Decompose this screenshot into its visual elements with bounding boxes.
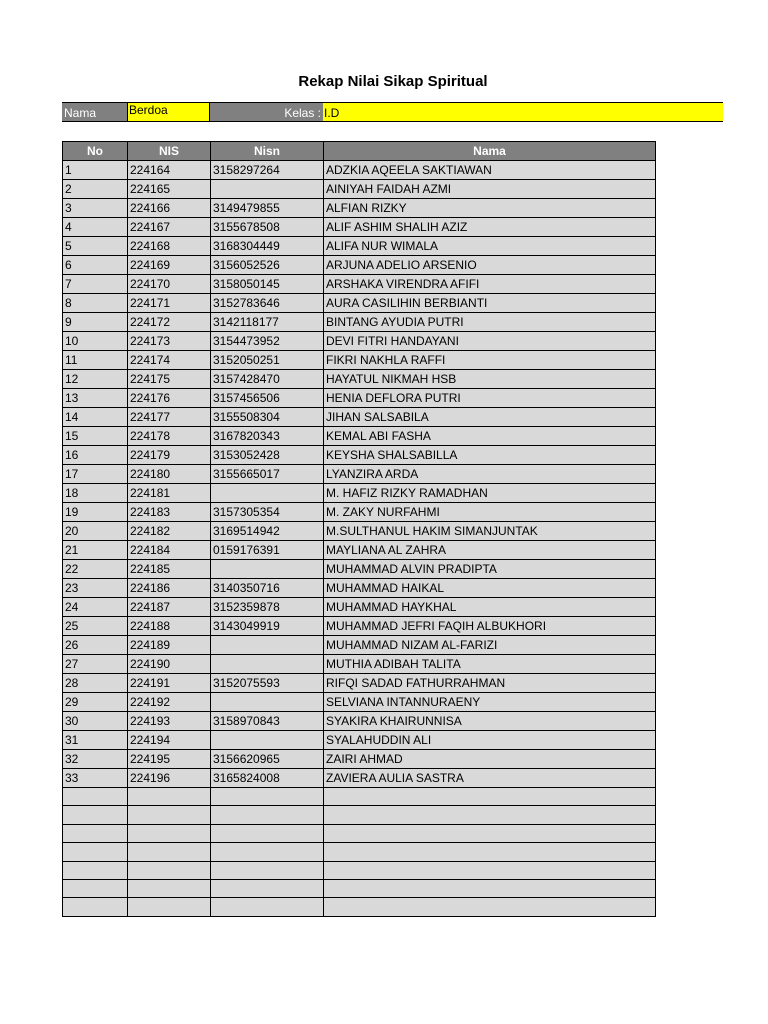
cell-nis[interactable]: 224196 bbox=[128, 769, 211, 788]
cell-no[interactable] bbox=[63, 806, 128, 824]
cell-nama[interactable] bbox=[324, 879, 656, 897]
cell-nisn[interactable]: 3152050251 bbox=[211, 351, 324, 370]
cell-nis[interactable]: 224176 bbox=[128, 389, 211, 408]
table-row bbox=[63, 484, 656, 503]
cell-nis[interactable] bbox=[128, 843, 211, 861]
cell-nisn[interactable] bbox=[211, 636, 324, 655]
cell-nama[interactable]: FIKRI NAKHLA RAFFI bbox=[324, 351, 656, 370]
cell-nis[interactable]: 224183 bbox=[128, 503, 211, 522]
cell-nis[interactable]: 224185 bbox=[128, 560, 211, 579]
cell-no[interactable]: 9 bbox=[63, 313, 128, 332]
cell-nama[interactable]: RIFQI SADAD FATHURRAHMAN bbox=[324, 674, 656, 693]
cell-nama[interactable]: ARSHAKA VIRENDRA AFIFI bbox=[324, 275, 656, 294]
cell-nis[interactable]: 224174 bbox=[128, 351, 211, 370]
cell-nisn[interactable] bbox=[211, 693, 324, 712]
cell-nama[interactable]: KEMAL ABI FASHA bbox=[324, 427, 656, 446]
table-row bbox=[63, 788, 656, 806]
cell-nis[interactable]: 224179 bbox=[128, 446, 211, 465]
cell-nis[interactable]: 224170 bbox=[128, 275, 211, 294]
cell-nama[interactable] bbox=[324, 898, 656, 916]
cell-nis[interactable]: 224181 bbox=[128, 484, 211, 503]
cell-nisn[interactable]: 3152783646 bbox=[211, 294, 324, 313]
cell-no[interactable]: 11 bbox=[63, 351, 128, 370]
cell-nis[interactable]: 224193 bbox=[128, 712, 211, 731]
cell-nisn[interactable] bbox=[211, 861, 324, 879]
table-row bbox=[63, 617, 656, 636]
cell-no[interactable]: 1 bbox=[63, 161, 128, 180]
header-nisn: Nisn bbox=[211, 142, 324, 161]
cell-nama[interactable]: MUHAMMAD NIZAM AL-FARIZI bbox=[324, 636, 656, 655]
cell-no[interactable]: 33 bbox=[63, 769, 128, 788]
cell-no[interactable]: 27 bbox=[63, 655, 128, 674]
cell-nama[interactable]: M. ZAKY NURFAHMI bbox=[324, 503, 656, 522]
cell-nama[interactable] bbox=[324, 806, 656, 824]
cell-nisn[interactable]: 3153052428 bbox=[211, 446, 324, 465]
header-no: No bbox=[63, 142, 128, 161]
cell-nisn[interactable]: 3156052526 bbox=[211, 256, 324, 275]
page-title: Rekap Nilai Sikap Spiritual bbox=[298, 73, 488, 90]
table-row bbox=[63, 712, 656, 731]
table-row bbox=[63, 446, 656, 465]
cell-nama[interactable]: KEYSHA SHALSABILLA bbox=[324, 446, 656, 465]
cell-nisn[interactable] bbox=[211, 898, 324, 916]
cell-no[interactable] bbox=[63, 879, 128, 897]
table-row bbox=[63, 408, 656, 427]
cell-nisn[interactable]: 3155678508 bbox=[211, 218, 324, 237]
cell-nis[interactable]: 224166 bbox=[128, 199, 211, 218]
cell-nisn[interactable] bbox=[211, 879, 324, 897]
cell-nama[interactable]: MUTHIA ADIBAH TALITA bbox=[324, 655, 656, 674]
table-row bbox=[63, 693, 656, 712]
cell-nama[interactable]: AURA CASILIHIN BERBIANTI bbox=[324, 294, 656, 313]
table-row bbox=[63, 898, 656, 916]
table-row bbox=[63, 655, 656, 674]
cell-no[interactable]: 13 bbox=[63, 389, 128, 408]
cell-nis[interactable]: 224184 bbox=[128, 541, 211, 560]
cell-no[interactable]: 3 bbox=[63, 199, 128, 218]
cell-nisn[interactable]: 3142118177 bbox=[211, 313, 324, 332]
cell-nisn[interactable] bbox=[211, 824, 324, 842]
table-row bbox=[63, 806, 656, 824]
cell-no[interactable]: 31 bbox=[63, 731, 128, 750]
cell-nis[interactable]: 224186 bbox=[128, 579, 211, 598]
cell-no[interactable]: 6 bbox=[63, 256, 128, 275]
table-row bbox=[63, 256, 656, 275]
cell-nisn[interactable] bbox=[211, 180, 324, 199]
cell-nisn[interactable]: 3158050145 bbox=[211, 275, 324, 294]
table-row bbox=[63, 351, 656, 370]
cell-nisn[interactable] bbox=[211, 484, 324, 503]
cell-nis[interactable]: 224190 bbox=[128, 655, 211, 674]
cell-nis[interactable] bbox=[128, 788, 211, 806]
cell-nis[interactable]: 224188 bbox=[128, 617, 211, 636]
cell-nisn[interactable] bbox=[211, 655, 324, 674]
cell-nama[interactable]: HAYATUL NIKMAH HSB bbox=[324, 370, 656, 389]
cell-nis[interactable]: 224167 bbox=[128, 218, 211, 237]
cell-no[interactable]: 28 bbox=[63, 674, 128, 693]
cell-nisn[interactable]: 3143049919 bbox=[211, 617, 324, 636]
cell-nama[interactable]: LYANZIRA ARDA bbox=[324, 465, 656, 484]
cell-nama[interactable]: MUHAMMAD JEFRI FAQIH ALBUKHORI bbox=[324, 617, 656, 636]
cell-no[interactable] bbox=[63, 861, 128, 879]
cell-nama[interactable]: ALFIAN RIZKY bbox=[324, 199, 656, 218]
cell-nama[interactable]: DEVI FITRI HANDAYANI bbox=[324, 332, 656, 351]
table-row bbox=[63, 731, 656, 750]
cell-nama[interactable]: ADZKIA AQEELA SAKTIAWAN bbox=[324, 161, 656, 180]
cell-nis[interactable]: 224195 bbox=[128, 750, 211, 769]
cell-nisn[interactable] bbox=[211, 731, 324, 750]
table-row bbox=[63, 313, 656, 332]
cell-nis[interactable] bbox=[128, 898, 211, 916]
cell-nis[interactable]: 224169 bbox=[128, 256, 211, 275]
table-row bbox=[63, 332, 656, 351]
cell-nis[interactable] bbox=[128, 861, 211, 879]
cell-no[interactable]: 23 bbox=[63, 579, 128, 598]
table-row bbox=[63, 294, 656, 313]
cell-nis[interactable]: 224180 bbox=[128, 465, 211, 484]
cell-no[interactable]: 25 bbox=[63, 617, 128, 636]
table-body bbox=[63, 161, 656, 917]
cell-no[interactable]: 18 bbox=[63, 484, 128, 503]
cell-no[interactable]: 5 bbox=[63, 237, 128, 256]
cell-no[interactable]: 8 bbox=[63, 294, 128, 313]
cell-nis[interactable]: 224189 bbox=[128, 636, 211, 655]
cell-nis[interactable]: 224173 bbox=[128, 332, 211, 351]
cell-nisn[interactable] bbox=[211, 806, 324, 824]
cell-nama[interactable]: MUHAMMAD HAYKHAL bbox=[324, 598, 656, 617]
table-row bbox=[63, 522, 656, 541]
cell-no[interactable]: 30 bbox=[63, 712, 128, 731]
cell-nama[interactable]: MUHAMMAD HAIKAL bbox=[324, 579, 656, 598]
cell-nisn[interactable]: 3155665017 bbox=[211, 465, 324, 484]
cell-nisn[interactable]: 3169514942 bbox=[211, 522, 324, 541]
table-row bbox=[63, 180, 656, 199]
cell-nama[interactable] bbox=[324, 861, 656, 879]
cell-nis[interactable] bbox=[128, 879, 211, 897]
cell-nis[interactable] bbox=[128, 824, 211, 842]
nama-label: Nama bbox=[62, 102, 127, 122]
cell-nama[interactable]: ZAIRI AHMAD bbox=[324, 750, 656, 769]
cell-nisn[interactable]: 3152075593 bbox=[211, 674, 324, 693]
cell-nis[interactable]: 224178 bbox=[128, 427, 211, 446]
cell-nama[interactable] bbox=[324, 788, 656, 806]
cell-nis[interactable]: 224165 bbox=[128, 180, 211, 199]
table-row bbox=[63, 579, 656, 598]
cell-no[interactable]: 7 bbox=[63, 275, 128, 294]
table-row bbox=[63, 370, 656, 389]
cell-no[interactable]: 24 bbox=[63, 598, 128, 617]
table-row bbox=[63, 199, 656, 218]
cell-nisn[interactable]: 3158970843 bbox=[211, 712, 324, 731]
cell-nisn[interactable] bbox=[211, 788, 324, 806]
cell-nis[interactable]: 224172 bbox=[128, 313, 211, 332]
cell-no[interactable]: 22 bbox=[63, 560, 128, 579]
cell-nama[interactable]: SELVIANA INTANNURAENY bbox=[324, 693, 656, 712]
cell-nis[interactable]: 224194 bbox=[128, 731, 211, 750]
table-row bbox=[63, 503, 656, 522]
table-row bbox=[63, 861, 656, 879]
table-row bbox=[63, 824, 656, 842]
cell-nisn[interactable]: 0159176391 bbox=[211, 541, 324, 560]
cell-no[interactable]: 15 bbox=[63, 427, 128, 446]
cell-nisn[interactable] bbox=[211, 560, 324, 579]
cell-no[interactable]: 29 bbox=[63, 693, 128, 712]
cell-nisn[interactable]: 3157428470 bbox=[211, 370, 324, 389]
table-row bbox=[63, 674, 656, 693]
table-row bbox=[63, 769, 656, 788]
cell-nama[interactable] bbox=[324, 824, 656, 842]
cell-nama[interactable]: M.SULTHANUL HAKIM SIMANJUNTAK bbox=[324, 522, 656, 541]
cell-no[interactable]: 16 bbox=[63, 446, 128, 465]
cell-nama[interactable]: M. HAFIZ RIZKY RAMADHAN bbox=[324, 484, 656, 503]
cell-nama[interactable]: ALIF ASHIM SHALIH AZIZ bbox=[324, 218, 656, 237]
cell-nama[interactable]: JIHAN SALSABILA bbox=[324, 408, 656, 427]
cell-nisn[interactable]: 3158297264 bbox=[211, 161, 324, 180]
table-row bbox=[63, 275, 656, 294]
cell-nis[interactable]: 224187 bbox=[128, 598, 211, 617]
cell-nisn[interactable]: 3157456506 bbox=[211, 389, 324, 408]
cell-no[interactable]: 19 bbox=[63, 503, 128, 522]
cell-no[interactable]: 14 bbox=[63, 408, 128, 427]
cell-no[interactable]: 20 bbox=[63, 522, 128, 541]
cell-no[interactable]: 26 bbox=[63, 636, 128, 655]
table-row bbox=[63, 427, 656, 446]
cell-nama[interactable]: ALIFA NUR WIMALA bbox=[324, 237, 656, 256]
cell-no[interactable]: 21 bbox=[63, 541, 128, 560]
cell-no[interactable] bbox=[63, 788, 128, 806]
info-row bbox=[0, 102, 768, 122]
table-row bbox=[63, 161, 656, 180]
student-table bbox=[62, 141, 656, 917]
kelas-label: Kelas : bbox=[210, 102, 323, 122]
cell-nis[interactable]: 224182 bbox=[128, 522, 211, 541]
cell-nama[interactable] bbox=[324, 843, 656, 861]
table-header-row bbox=[63, 142, 656, 161]
cell-no[interactable]: 10 bbox=[63, 332, 128, 351]
cell-nama[interactable]: SYAKIRA KHAIRUNNISA bbox=[324, 712, 656, 731]
cell-nis[interactable]: 224168 bbox=[128, 237, 211, 256]
cell-no[interactable] bbox=[63, 898, 128, 916]
cell-nisn[interactable]: 3168304449 bbox=[211, 237, 324, 256]
table-row bbox=[63, 843, 656, 861]
table-row bbox=[63, 879, 656, 897]
cell-nama[interactable]: ARJUNA ADELIO ARSENIO bbox=[324, 256, 656, 275]
cell-nisn[interactable]: 3165824008 bbox=[211, 769, 324, 788]
cell-nisn[interactable]: 3154473952 bbox=[211, 332, 324, 351]
cell-nisn[interactable]: 3156620965 bbox=[211, 750, 324, 769]
cell-nis[interactable]: 224191 bbox=[128, 674, 211, 693]
cell-nis[interactable]: 224164 bbox=[128, 161, 211, 180]
cell-no[interactable]: 32 bbox=[63, 750, 128, 769]
table-row bbox=[63, 218, 656, 237]
cell-no[interactable]: 2 bbox=[63, 180, 128, 199]
cell-nisn[interactable]: 3155508304 bbox=[211, 408, 324, 427]
table-row bbox=[63, 465, 656, 484]
cell-nisn[interactable]: 3167820343 bbox=[211, 427, 324, 446]
cell-nis[interactable]: 224175 bbox=[128, 370, 211, 389]
table-row bbox=[63, 598, 656, 617]
table-row bbox=[63, 636, 656, 655]
table-row bbox=[63, 750, 656, 769]
cell-no[interactable] bbox=[63, 824, 128, 842]
cell-nisn[interactable]: 3152359878 bbox=[211, 598, 324, 617]
cell-nama[interactable]: ZAVIERA AULIA SASTRA bbox=[324, 769, 656, 788]
cell-nama[interactable]: SYALAHUDDIN ALI bbox=[324, 731, 656, 750]
cell-no[interactable]: 4 bbox=[63, 218, 128, 237]
cell-nama[interactable]: MAYLIANA AL ZAHRA bbox=[324, 541, 656, 560]
cell-nama[interactable]: AINIYAH FAIDAH AZMI bbox=[324, 180, 656, 199]
table-row bbox=[63, 560, 656, 579]
cell-nama[interactable]: BINTANG AYUDIA PUTRI bbox=[324, 313, 656, 332]
cell-nisn[interactable]: 3149479855 bbox=[211, 199, 324, 218]
cell-no[interactable]: 17 bbox=[63, 465, 128, 484]
cell-nisn[interactable] bbox=[211, 843, 324, 861]
cell-nisn[interactable]: 3140350716 bbox=[211, 579, 324, 598]
cell-nis[interactable] bbox=[128, 806, 211, 824]
cell-nis[interactable]: 224192 bbox=[128, 693, 211, 712]
cell-no[interactable]: 12 bbox=[63, 370, 128, 389]
cell-nis[interactable]: 224171 bbox=[128, 294, 211, 313]
header-nis: NIS bbox=[128, 142, 211, 161]
cell-nisn[interactable]: 3157305354 bbox=[211, 503, 324, 522]
table-row bbox=[63, 541, 656, 560]
header-nama: Nama bbox=[324, 142, 656, 161]
cell-nis[interactable]: 224177 bbox=[128, 408, 211, 427]
kelas-value-cell[interactable]: I.D bbox=[323, 102, 723, 122]
table-row bbox=[63, 237, 656, 256]
cell-nama[interactable]: MUHAMMAD ALVIN PRADIPTA bbox=[324, 560, 656, 579]
cell-nama[interactable]: HENIA DEFLORA PUTRI bbox=[324, 389, 656, 408]
table-row bbox=[63, 389, 656, 408]
nama-value-cell[interactable]: Berdoa bbox=[127, 102, 210, 122]
cell-no[interactable] bbox=[63, 843, 128, 861]
